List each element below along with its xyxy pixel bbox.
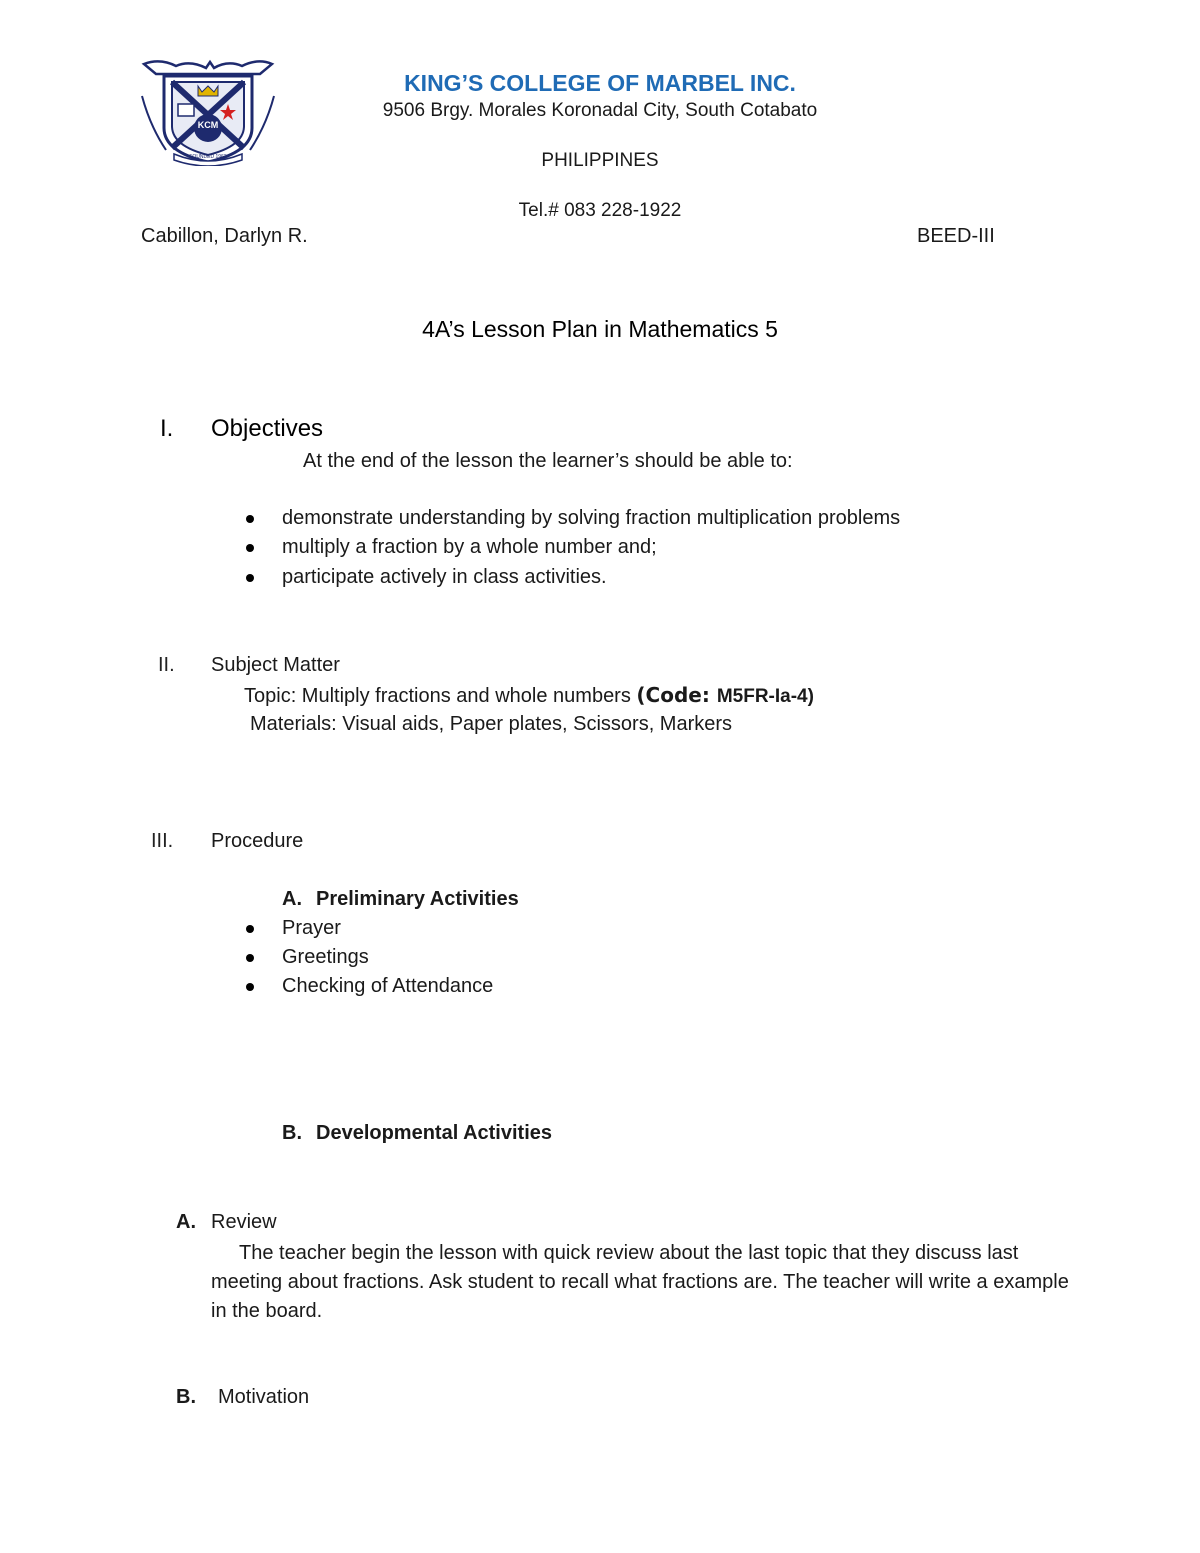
bullet-icon bbox=[246, 983, 254, 991]
preliminary-item: Checking of Attendance bbox=[282, 975, 494, 997]
developmental-heading: Developmental Activities bbox=[316, 1122, 553, 1144]
logo-initials: KCM bbox=[197, 120, 219, 130]
preliminary-heading: Preliminary Activities bbox=[316, 888, 519, 910]
subject-materials: Materials: Visual aids, Paper plates, Scissors, Markers bbox=[250, 713, 733, 735]
student-name: Cabillon, Darlyn R. bbox=[141, 225, 308, 247]
preliminary-item: Prayer bbox=[282, 917, 341, 939]
review-heading: Review bbox=[211, 1211, 277, 1233]
school-name: KING’S COLLEGE OF MARBEL INC. bbox=[404, 70, 796, 96]
school-country: PHILIPPINES bbox=[541, 150, 659, 171]
bullet-icon bbox=[246, 515, 254, 523]
bullet-icon bbox=[246, 544, 254, 552]
topic-text: Topic: Multiply fractions and whole numbers bbox=[244, 685, 637, 707]
subject-topic bbox=[244, 683, 814, 708]
subject-matter-numeral: II. bbox=[158, 654, 175, 676]
review-paragraph: The teacher begin the lesson with quick review about the last topic that they discuss last meeting about fractions. Ask student to recall what fractions are. The teacher will write a example in the board. bbox=[211, 1242, 1069, 1322]
bullet-icon bbox=[246, 925, 254, 933]
bullet-icon bbox=[246, 954, 254, 962]
topic-code-label: (Code: bbox=[636, 683, 717, 707]
objectives-heading: Objectives bbox=[211, 415, 324, 442]
subject-matter-heading: Subject Matter bbox=[211, 654, 340, 676]
objective-item: participate actively in class activities. bbox=[282, 566, 607, 588]
objective-item: demonstrate understanding by solving fraction multiplication problems bbox=[282, 507, 901, 529]
objective-item: multiply a fraction by a whole number and; bbox=[282, 536, 657, 558]
procedure-numeral: III. bbox=[151, 830, 174, 852]
school-address: 9506 Brgy. Morales Koronadal City, South Cotabato bbox=[382, 100, 818, 121]
bullet-icon bbox=[246, 574, 254, 582]
motivation-letter: B. bbox=[176, 1386, 196, 1408]
procedure-heading: Procedure bbox=[211, 830, 304, 852]
topic-code-value: M5FR-Ia-4) bbox=[716, 686, 814, 707]
preliminary-letter: A. bbox=[282, 888, 302, 910]
preliminary-item: Greetings bbox=[282, 946, 369, 968]
lesson-plan-title: 4A’s Lesson Plan in Mathematics 5 bbox=[422, 316, 778, 342]
school-phone: Tel.# 083 228-1922 bbox=[518, 200, 682, 221]
developmental-letter: B. bbox=[282, 1122, 302, 1144]
review-letter: A. bbox=[176, 1211, 196, 1233]
student-course: BEED-III bbox=[917, 225, 995, 247]
objectives-numeral: I. bbox=[160, 415, 174, 442]
objectives-intro: At the end of the lesson the learner’s should be able to: bbox=[303, 450, 793, 472]
motivation-heading: Motivation bbox=[218, 1386, 310, 1408]
logo-motto: FOUNDED 1962 bbox=[189, 154, 227, 160]
